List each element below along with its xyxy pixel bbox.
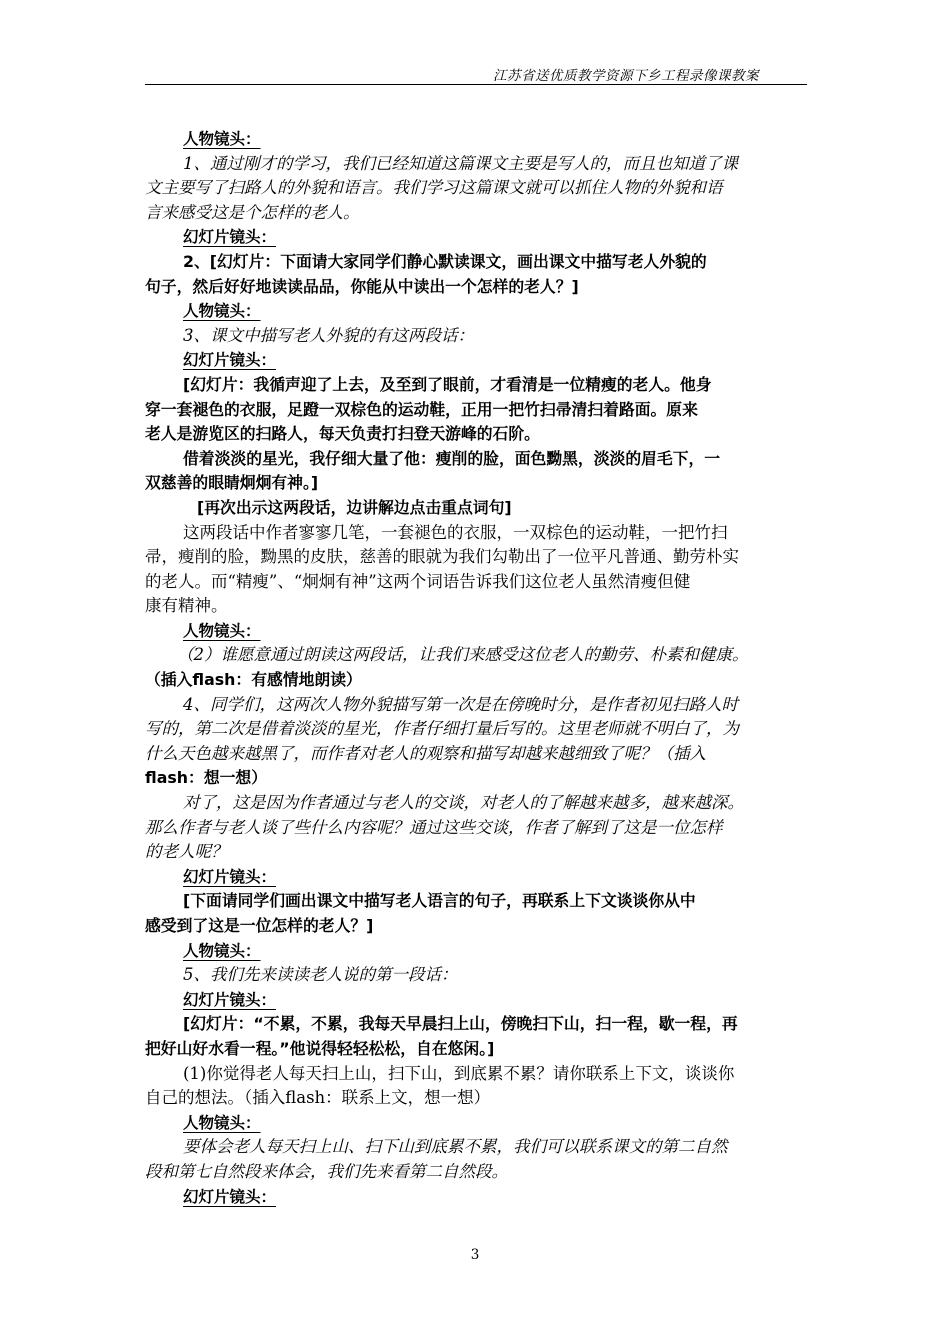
camera-heading [145,127,810,152]
text-line: 3、课文中描写老人外貌的有这两段话： [183,325,474,345]
camera-heading [145,1185,810,1210]
camera-heading [145,348,810,373]
text-line: 这两段话中作者寥寥几笔，一套褪色的衣服，一双棕色的运动鞋，一把竹扫 [183,522,728,542]
camera-heading-text: 人物镜头： [183,302,261,321]
text-line: [再次出示这两段话，边讲解边点击重点词句] [197,497,512,517]
text-line: 老人是游览区的扫路人，每天负责打扫登天游峰的石阶。 [145,424,540,444]
text-line: 5、我们先来读读老人说的第一段话： [183,965,458,985]
text-line: 什么天色越来越黑了，而作者对老人的观察和描写却越来越细致了呢？（插入 [145,743,706,763]
camera-heading-text: 幻灯片镜头： [183,228,277,247]
camera-heading [145,939,810,964]
camera-heading [145,225,810,250]
camera-heading [145,1111,810,1136]
page-number: 3 [470,1247,480,1263]
camera-heading-text: 幻灯片镜头： [183,867,277,886]
text-line: [幻灯片：我循声迎了上去，及至到了眼前，才看清是一位精瘦的老人。他身 [183,374,712,394]
text-line: [幻灯片：“不累，不累，我每天早晨扫上山，傍晚扫下山，扫一程，歇一程，再 [183,1014,738,1034]
document-body [145,127,810,1209]
text-line: 双慈善的眼睛炯炯有神。] [145,473,319,493]
text-line: (1)你觉得老人每天扫上山，扫下山，到底累不累？请你联系上下文，谈谈你 [183,1063,735,1083]
text-line: 把好山好水看一程。”他说得轻轻松松，自在悠闲。] [145,1038,495,1058]
camera-heading-text: 幻灯片镜头： [183,351,277,370]
text-line: 要体会老人每天扫上山、扫下山到底累不累，我们可以联系课文的第二自然 [183,1137,728,1157]
text-line: 的老人。而“精瘦”、“炯炯有神”这两个词语告诉我们这位老人虽然清瘦但健 [145,571,691,591]
camera-heading-text: 人物镜头： [183,1113,261,1132]
text-line: 借着淡淡的星光，我仔细大量了他：瘦削的脸，面色黝黑，淡淡的眉毛下，一 [183,448,721,468]
text-line: （插入flash：有感情地朗读） [145,670,362,690]
camera-heading-text: 幻灯片镜头： [183,1187,277,1206]
text-line: 段和第七自然段来体会，我们先来看第二自然段。 [145,1161,508,1181]
page-header [145,62,807,85]
text-line: flash：想一想） [145,768,268,788]
text-line: 2、[幻灯片：下面请大家同学们静心默读课文，画出课文中描写老人外貌的 [183,251,707,271]
text-line: 4、同学们，这两次人物外貌描写第一次是在傍晚时分，是作者初见扫路人时 [183,694,738,714]
camera-heading [145,619,810,644]
text-line: 1、通过刚才的学习，我们已经知道这篇课文主要是写人的，而且也知道了课 [183,153,738,173]
text-line: 写的，第二次是借着淡淡的星光，作者仔细打量后写的。这里老师就不明白了，为 [145,719,739,739]
text-line: 句子，然后好好地读读品品，你能从中读出一个怎样的老人？] [145,276,579,296]
camera-heading [145,988,810,1013]
text-line: 文主要写了扫路人的外貌和语言。我们学习这篇课文就可以抓住人物的外貌和语 [145,178,723,198]
camera-heading-text: 幻灯片镜头： [183,990,277,1009]
camera-heading [145,865,810,890]
text-line: （2）谁愿意通过朗读这两段话，让我们来感受这位老人的勤劳、朴素和健康。 [177,645,749,665]
text-line: [下面请同学们画出课文中描写老人语言的句子，再联系上下文谈谈你从中 [183,891,696,911]
camera-heading [145,299,810,324]
camera-heading-text: 人物镜头： [183,621,261,640]
camera-heading-text: 人物镜头： [183,130,261,148]
text-line: 言来感受这是个怎样的老人。 [145,202,360,222]
text-line: 的老人呢？ [145,842,228,862]
text-line: 对了，这是因为作者通过与老人的交谈，对老人的了解越来越多，越来越深。 [183,793,744,813]
text-line: 自己的想法。（插入flash：联系上文，想一想） [145,1088,491,1108]
text-line: 帚，瘦削的脸，黝黑的皮肤，慈善的眼就为我们勾勒出了一位平凡普通、勤劳朴实 [145,547,739,567]
text-line: 穿一套褪色的衣服，足蹬一双棕色的运动鞋，正用一把竹扫帚清扫着路面。原来 [145,399,698,419]
header-title: 江苏省送优质教学资源下乡工程录像课教案 [493,68,759,84]
camera-heading-text: 人物镜头： [183,941,261,960]
text-line: 康有精神。 [145,596,228,616]
text-line: 那么作者与老人谈了些什么内容呢？通过这些交谈，作者了解到了这是一位怎样 [145,817,723,837]
text-line: 感受到了这是一位怎样的老人？] [145,916,374,935]
